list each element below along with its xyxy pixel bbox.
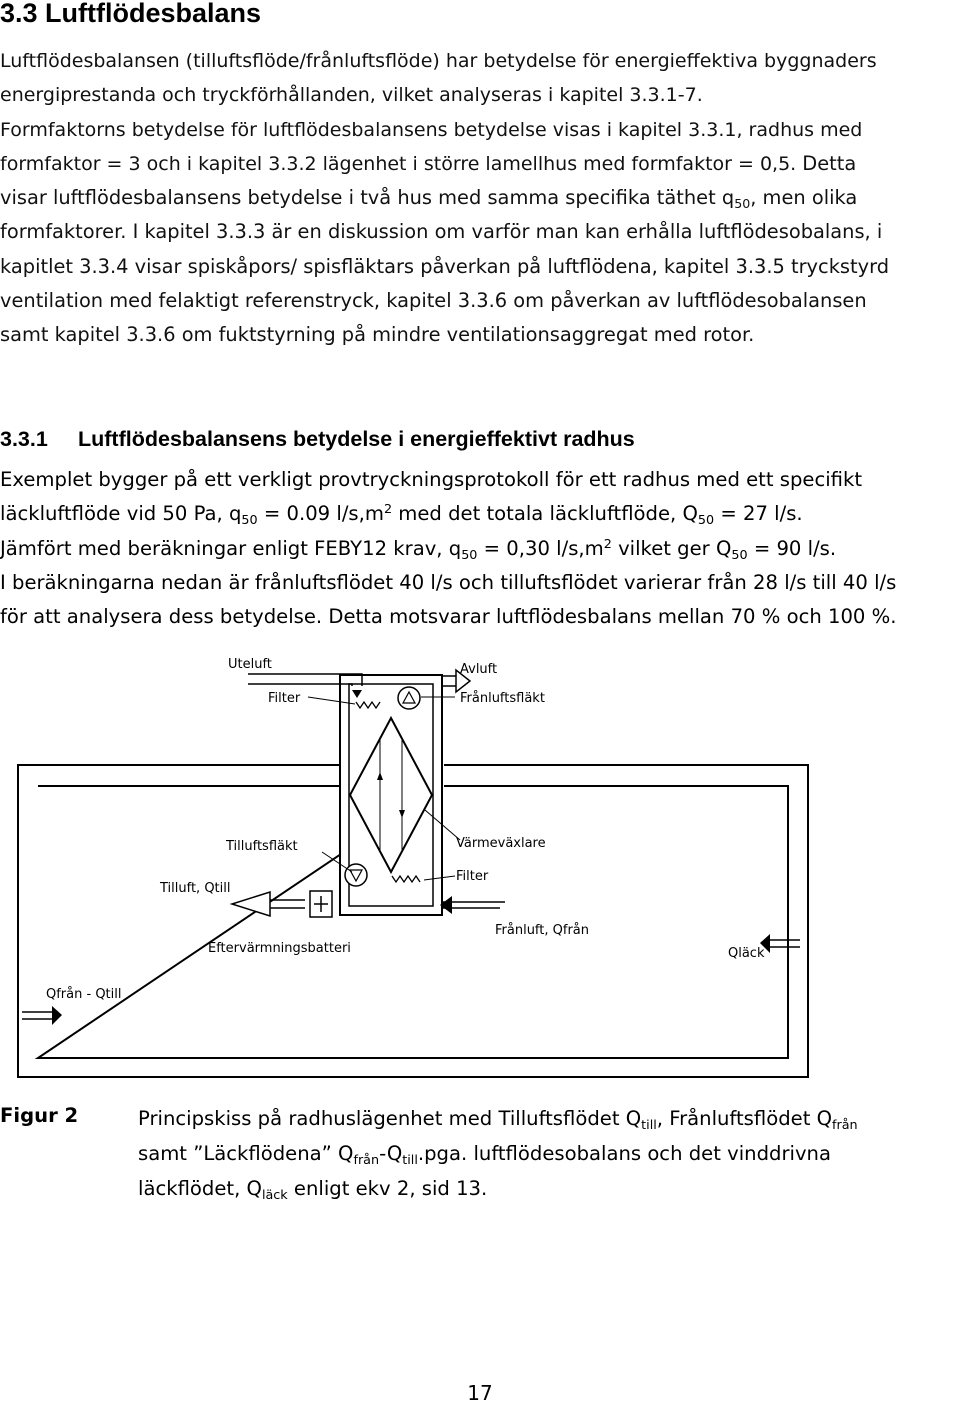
paragraph-line: Jämfört med beräkningar enligt FEBY12 krav, $q_{50} = 0,30$ $l/s,m^2$ vilket ger $Q_{50} = 90$ l/s. xyxy=(0,536,837,563)
paragraph-line: kapitlet 3.3.4 visar spiskåpors/ spisfläktars påverkan på luftflödena, kapitel 3.3.5 tryckstyrd xyxy=(0,254,890,278)
label-qlack: Qläck xyxy=(728,946,765,961)
paragraph-line: energiprestanda och tryckförhållanden, vilket analyseras i kapitel 3.3.1-7. xyxy=(0,84,703,107)
caption-line: Principskiss på radhuslägenhet med Tilluftsflödet $Q_{till}$, Frånluftsflödet $Q_{från}$ xyxy=(138,1107,858,1133)
label-tilluftsflakt: Tilluftsfläkt xyxy=(226,839,298,854)
subsection-number: 3.3.1 xyxy=(0,427,48,451)
figure-caption xyxy=(138,1101,938,1206)
section-title: 3.3 Luftflödesbalans xyxy=(0,0,262,28)
paragraph-line: läckluftflöde vid 50 Pa, $q_{50} = 0.09$ $l/s,m^2$ med det totala läckluftflöde, $Q_{50} = 27$ l/s. xyxy=(0,502,803,529)
label-filter-bottom: Filter xyxy=(456,869,489,884)
supply-fan-icon xyxy=(345,864,367,886)
paragraph-line: formfaktor = 3 och i kapitel 3.3.2 lägenhet i större lamellhus med formfaktor = 0,5. Detta xyxy=(0,151,857,175)
paragraph-line: Exemplet bygger på ett verkligt provtryckningsprotokoll för ett radhus med ett specifikt xyxy=(0,468,863,491)
ventilation-diagram xyxy=(0,640,960,1090)
supply-air-arrow xyxy=(270,900,305,908)
caption-line: samt ”Läckflödena” $Q_{från}-Q_{till}.pga$. luftflödesobalans och det vinddrivna xyxy=(138,1142,831,1168)
exhaust-air-arrow xyxy=(442,676,456,686)
paragraph-line: ventilation med felaktigt referenstryck, kapitel 3.3.6 om påverkan av luftflödesobalansen xyxy=(0,289,867,313)
label-tilluft: Tilluft, Qtill xyxy=(160,881,231,896)
figure-label: Figur 2 xyxy=(0,1104,79,1127)
leakage-arrow xyxy=(770,940,800,947)
intro-paragraph xyxy=(0,44,960,353)
paragraph-line: Luftflödesbalansen (tilluftsflöde/frånluftsflöde) har betydelse för energieffektiva byggnaders xyxy=(0,50,877,72)
paragraph-line: formfaktorer. I kapitel 3.3.3 är en diskussion om varför man kan erhålla luftflödesobalans, i xyxy=(0,220,883,244)
imbalance-arrow xyxy=(22,1012,52,1019)
paragraph-line: visar luftflödesbalansens betydelse i två hus med samma specifika täthet $q_{50}$, men olika xyxy=(0,186,858,211)
label-avluft: Avluft xyxy=(460,662,498,677)
label-franluftsflakt: Frånluftsfläkt xyxy=(460,691,545,706)
subsection-title: Luftflödesbalansens betydelse i energieffektivt radhus xyxy=(78,427,635,451)
exhaust-fan-icon xyxy=(398,687,420,709)
label-franluft: Frånluft, Qfrån xyxy=(495,923,590,938)
page-number: 17 xyxy=(467,1381,493,1405)
label-varmevaxlare: Värmeväxlare xyxy=(456,836,546,851)
label-eftervarmningsbatteri: Eftervärmningsbatteri xyxy=(208,941,351,956)
paragraph-line: Formfaktorns betydelse för luftflödesbalansens betydelse visas i kapitel 3.3.1, radhus med xyxy=(0,118,863,141)
paragraph-line: I beräkningarna nedan är frånluftsflödet 40 l/s och tilluftsflödet varierar från 28 l/s till 40 l/s xyxy=(0,570,897,594)
paragraph-line: samt kapitel 3.3.6 om fuktstyrning på mindre ventilationsaggregat med rotor. xyxy=(0,323,755,347)
subsection-paragraph xyxy=(0,463,960,634)
paragraph-line: för att analysera dess betydelse. Detta motsvarar luftflödesbalans mellan 70 % och 100 %. xyxy=(0,605,897,629)
label-filter-top: Filter xyxy=(268,691,301,706)
caption-line: läckflödet, $Q_{läck}$ enligt ekv 2, sid 13. xyxy=(138,1177,488,1203)
label-qfran-qtill: Qfrån - Qtill xyxy=(46,987,122,1002)
label-uteluft: Uteluft xyxy=(228,657,272,672)
